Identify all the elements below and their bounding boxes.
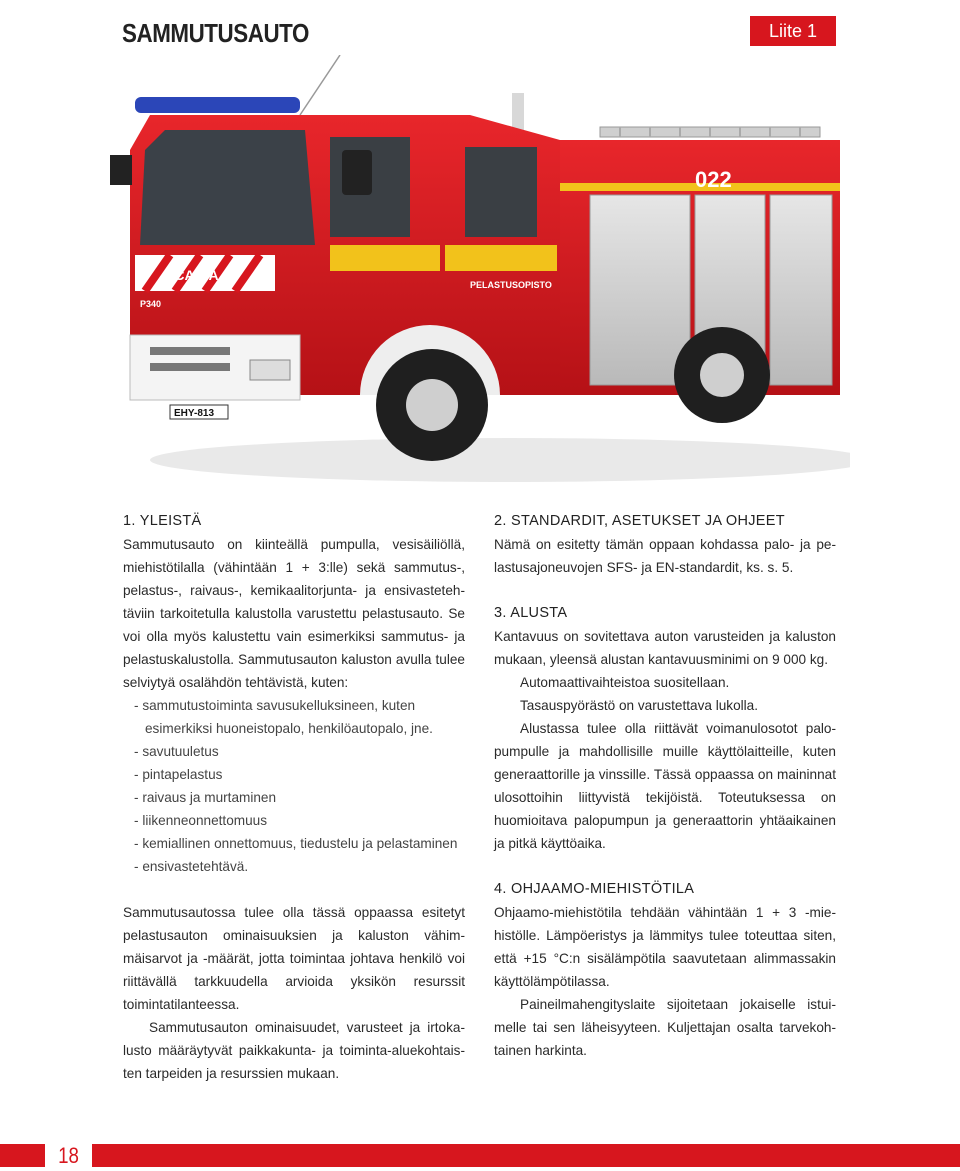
model-label: P340 xyxy=(140,299,162,309)
brand-label: SCANIA xyxy=(165,267,219,283)
list-item: - pintapelastus xyxy=(123,763,465,786)
section-3-paragraph-4: Alustassa tulee olla riittävät voimanulosotot palopumpulle ja mahdollisille muille käyttölaitteille, kuten generaattorille ja vinssille. Tässä oppaassa on maininnat ulosottoihin liittyvistä tekijöistä. Toteutuksessa on huomioitava palopumpun ja generaattorin yhtäaikainen ja pitkä käyttöaika. xyxy=(494,721,836,851)
list-item: - sammutustoiminta savusukelluksineen, kuten esimerkiksi huoneistopalo, henkilöautopalo, jne. xyxy=(123,694,465,740)
plate-label: EHY-813 xyxy=(174,408,215,419)
page-title: SAMMUTUSAUTO xyxy=(122,18,309,48)
section-4-paragraph-2: Paineilmahengityslaite sijoitetaan jokaiselle istuimelle tai sen läheisyyteen. Kuljettajan osalta tarvekohtainen harkinta. xyxy=(494,997,836,1058)
text-span: Nämä on esitetty tämän oppaan kohdassa palo- ja pelastusajoneuvojen xyxy=(494,537,836,575)
appendix-badge: Liite 1 xyxy=(750,16,836,46)
section-3-paragraph-2: Automaattivaihteistoa suositellaan. xyxy=(520,675,730,690)
footer-bar-right xyxy=(92,1144,960,1167)
task-list xyxy=(123,694,465,878)
left-column xyxy=(123,510,465,1085)
door-text: PELASTUSOPISTO xyxy=(470,280,552,290)
section-1-paragraph-1: Sammutusauto on kiinteällä pumpulla, vesisäiliöllä, miehistötilalla (vähintään 1 + 3:lle) sekä sammutus-, pelastus-, raivaus-, kemikaalitorjunta- ja ensivastetehtäviin tarkoitetulla kalustolla varustettu pelastusauto. Se voi olla myös kalustettu vain esimerkiksi sammutus- ja pelastuskalustolla. Sammutusauton kaluston avulla tulee selviytyä osalähdön tehtävistä, kuten: xyxy=(123,537,465,690)
sfs-label: SFS xyxy=(606,560,634,575)
list-item: - savutuuletus xyxy=(123,740,465,763)
section-3-paragraph-1: Kantavuus on sovitettava auton varusteiden ja kaluston mukaan, yleensä alustan kantavuusminimi on 9 000 kg. xyxy=(494,629,836,667)
section-1-paragraph-3: Sammutusauton ominaisuudet, varusteet ja irtokalusto määräytyvät paikkakunta- ja toiminta-aluekohtaisten tarpeiden ja resurssien mukaan. xyxy=(123,1020,465,1081)
list-item: - ensivastetehtävä. xyxy=(123,855,465,878)
list-item: - raivaus ja murtaminen xyxy=(123,786,465,809)
section-4-heading: 4. OHJAAMO-MIEHISTÖTILA xyxy=(494,881,695,897)
section-4-paragraph-1: Ohjaamo-miehistötila tehdään vähintään 1 + 3 -miehistölle. Lämpöeristys ja lämmitys tulee toteuttaa siten, että +15 °C:n sisälämpötila saavutetaan alimmassakin käyttölämpötilassa. xyxy=(494,905,836,989)
list-item: - liikenneonnettomuus xyxy=(123,809,465,832)
section-1-paragraph-2: Sammutusautossa tulee olla tässä oppaassa esitetyt pelastusauton ominaisuuksien ja kaluston vähimmäisarvot ja -määrät, jotta toimintaa johtava henkilö voi riittävällä tarkkuudella arvioida yksikön resurssit toimintatilanteessa. xyxy=(123,905,465,1012)
truck-number: 022 xyxy=(695,167,732,192)
page-number: 18 xyxy=(58,1143,79,1168)
section-3-paragraph-3: Tasauspyörästö on varustettava lukolla. xyxy=(520,698,759,713)
footer-bar-left xyxy=(0,1144,45,1167)
text-span: -standardit, ks. s. 5. xyxy=(674,560,794,575)
text-span: - ja xyxy=(633,560,656,575)
list-item: - kemiallinen onnettomuus, tiedustelu ja pelastaminen xyxy=(123,832,465,855)
en-label: EN xyxy=(655,560,675,575)
section-2-heading: 2. STANDARDIT, ASETUKSET JA OHJEET xyxy=(494,513,785,529)
fire-truck-image xyxy=(90,55,850,495)
section-3-heading: 3. ALUSTA xyxy=(494,605,568,621)
right-column xyxy=(494,510,836,1062)
section-1-heading: 1. YLEISTÄ xyxy=(123,513,202,529)
section-2-paragraph xyxy=(494,533,836,579)
